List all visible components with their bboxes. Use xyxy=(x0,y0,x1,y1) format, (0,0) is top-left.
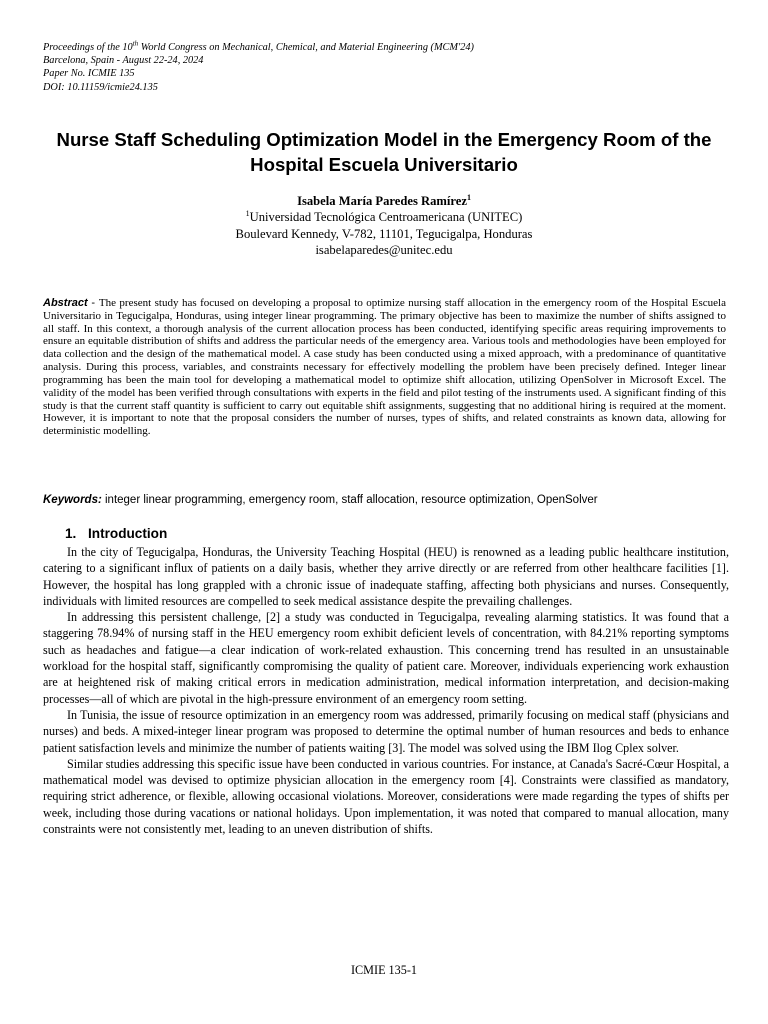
address: Boulevard Kennedy, V-782, 11101, Tegucigalpa, Honduras xyxy=(235,226,533,241)
paragraph: In addressing this persistent challenge, [2] a study was conducted in Tegucigalpa, revealing alarming statistics. It was found that a staggering 78.94% of nursing staff in the HEU emergency room exhibit deficient levels of concentration, with 84.21% reporting symptoms such as headaches and fatigue—a clear indication of work-related exhaustion. This concerning trend has resulted in an unsustainable workload for the hospital staff, significantly compromising the quality of patient care. Moreover, individuals experiencing work exhaustion are at heightened risk of making critical errors in medication administration, medical information interpretation, and decision-making processes—all of which are pivotal in the high-pressure environment of an emergency room setting. xyxy=(43,610,729,706)
author-name-line xyxy=(30,193,738,209)
author-name: Isabela María Paredes Ramírez xyxy=(297,194,467,208)
abstract-text: The present study has focused on developing a proposal to optimize nursing staff allocation in the emergency room of the Hospital Escuela Universitario in Tegucigalpa, Honduras, using integer linear programming. The primary objective has been to maximize the number of shifts assigned to all staff. In this context, a thorough analysis of the current allocation process has been conducted, identifying specific areas requiring improvements to ensure an equitable distribution of shifts and address the particular needs of the emergency area. Various tools and methodologies have been employed for data collection and the design of the mathematical model. A case study has been conducted using a mixed approach, with a predominance of quantitative analysis. During this process, variables, and constraints necessary for effectively modelling the problem have been precisely defined. Integer linear programming has been the main tool for developing a mathematical model to optimize shift allocation, utilizing OpenSolver in Microsoft Excel. The validity of the model has been verified through consultations with experts in the field and pilot testing of the instruments used. A significant finding of this study is that the current staff quantity is sufficient to carry out equitable shift assignments, suggesting that no additional hiring is required at the moment. However, it is important to note that the proposal considers the number of nurses, types of shifts, and related constraints as known data, allowing for deterministic modelling. xyxy=(43,297,726,438)
section-title: Introduction xyxy=(88,526,168,541)
introduction-body xyxy=(43,544,729,837)
doi-line: DOI: 10.11159/icmie24.135 xyxy=(43,81,158,93)
abstract-label: Abstract xyxy=(43,297,88,309)
keywords xyxy=(43,493,726,508)
ordinal-superscript: th xyxy=(132,39,139,48)
proceedings-line: Proceedings of the 10th World Congress on Mechanical, Chemical, and Material Engineering (MCM'24) xyxy=(43,39,474,53)
paper-number: Paper No. ICMIE 135 xyxy=(43,68,135,80)
paragraph: In Tunisia, the issue of resource optimization in an emergency room was addressed, primarily focusing on medical staff (physicians and nurses) and beds. A mixed-integer linear program was proposed to determine the optimal number of human resources and beds to enhance patient satisfaction levels and minimize the number of patients waiting [3]. The model was solved using the IBM Ilog Cplex solver. xyxy=(43,707,729,755)
keywords-text: integer linear programming, emergency room, staff allocation, resource optimization, OpenSolver xyxy=(101,494,598,506)
affiliation: Universidad Tecnológica Centroamericana (UNITEC) xyxy=(249,210,523,225)
paper-title: Nurse Staff Scheduling Optimization Model in the Emergency Room of the Hospital Escuela Universitario xyxy=(56,129,712,175)
venue-line: Barcelona, Spain - August 22-24, 2024 xyxy=(43,55,204,67)
section-heading xyxy=(65,525,167,543)
keywords-label: Keywords: xyxy=(43,494,102,506)
affiliation-line xyxy=(30,209,738,225)
author-block xyxy=(30,193,738,258)
paragraph: Similar studies addressing this specific issue have been conducted in various countries. For instance, at Canada's Sacré-Cœur Hospital, a mathematical model was devised to optimize physician allocation in the emergency room [4]. Constraints were classified as mandatory, requiring strict adherence, or flexible, allowing occasional violations. Moreover, considerations were made regarding the types of shifts per week, including those during vacations or national holidays. Upon implementation, it was noted that compared to manual allocation, many constraints were not consistently met, leading to an uneven distribution of shifts. xyxy=(43,756,729,837)
paragraph: In the city of Tegucigalpa, Honduras, the University Teaching Hospital (HEU) is renowned as a leading public healthcare institution, catering to a significant influx of patients on a daily basis, whether they arrive directly or are referred from other healthcare facilities [1]. However, the hospital has long grappled with a chronic issue of inadequate staffing, affecting both physicians and nurses. Consequently, individuals with limited resources are compelled to seek medical assistance despite the prevailing challenges. xyxy=(43,545,729,608)
author-affiliation-marker: 1 xyxy=(466,192,471,202)
author-email: isabelaparedes@unitec.edu xyxy=(315,242,453,257)
abstract: Abstract - The present study has focused on developing a proposal to optimize nursing staff allocation in the emergency room of the Hospital Escuela Universitario in Tegucigalpa, Honduras, using integer linear programming. The primary objective has been to maximize the number of shifts assigned to all staff. In this context, a thorough analysis of the current allocation process has been conducted, identifying specific areas requiring improvements to ensure an equitable distribution of shifts and address the particular needs of the emergency area. Various tools and methodologies have been employed for data collection and the design of the mathematical model. A case study has been conducted using a mixed approach, with a predominance of quantitative analysis. During this process, variables, and constraints necessary for effectively modelling the problem have been precisely defined. Integer linear programming has been the main tool for developing a mathematical model to optimize shift allocation, utilizing OpenSolver in Microsoft Excel. The validity of the model has been verified through consultations with experts in the field and pilot testing of the instruments used. A significant finding of this study is that the current staff quantity is sufficient to carry out equitable shift assignments, suggesting that no additional hiring is required at the moment. However, it is important to note that the proposal considers the number of nurses, types of shifts, and related constraints as known data, allowing for deterministic modelling. xyxy=(43,297,726,438)
proceedings-header xyxy=(43,41,733,94)
section-number: 1. xyxy=(65,526,77,541)
page-footer: ICMIE 135-1 xyxy=(350,963,417,977)
affiliation-marker: 1 xyxy=(245,209,250,219)
